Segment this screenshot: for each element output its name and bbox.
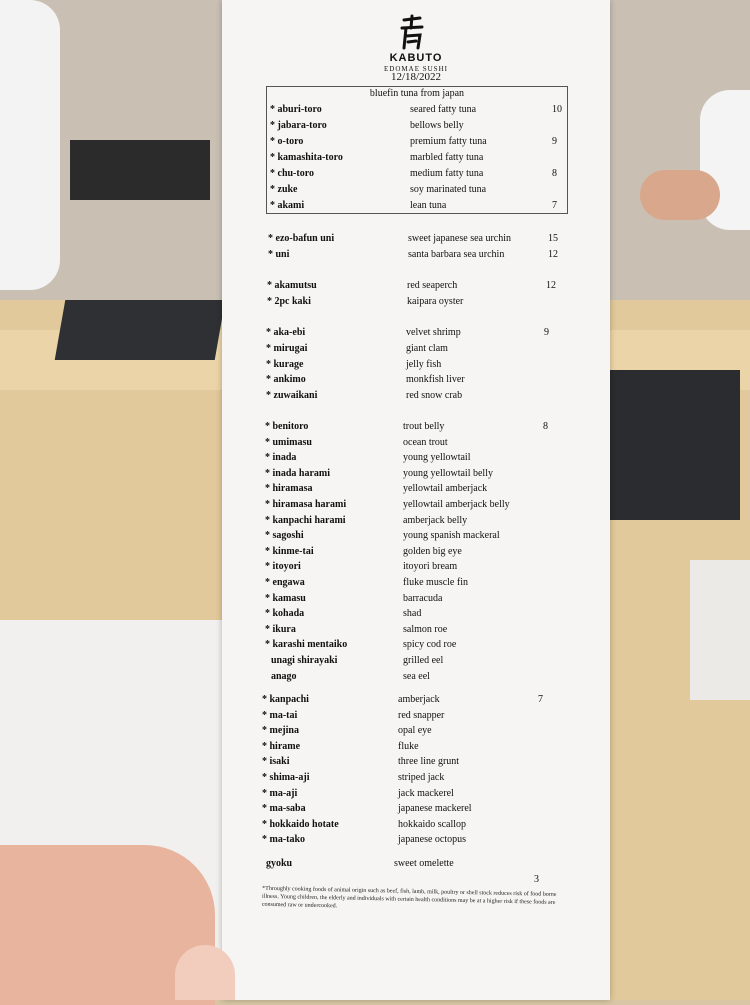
menu-item-name: * engawa xyxy=(265,577,305,588)
menu-item-description: golden big eye xyxy=(403,545,462,557)
menu-item xyxy=(222,671,610,686)
menu-item xyxy=(222,694,610,709)
menu-item-description: red seaperch xyxy=(407,280,458,291)
menu-item xyxy=(222,296,610,311)
chef-hand xyxy=(640,170,720,220)
menu-item xyxy=(222,741,610,756)
menu-item-description: monkfish liver xyxy=(406,374,465,386)
menu-date: 12/18/2022 xyxy=(390,71,442,83)
menu-item xyxy=(222,374,610,389)
background-paper-right xyxy=(690,560,750,700)
menu-item xyxy=(222,280,610,295)
menu-card xyxy=(222,0,610,1000)
menu-item-description: bellows belly xyxy=(410,120,464,131)
menu-item-name: anago xyxy=(271,670,297,682)
menu-item-name: * akami xyxy=(270,200,305,211)
menu-item-name: * benitoro xyxy=(265,421,309,432)
background-box xyxy=(70,140,210,200)
menu-item xyxy=(222,200,610,215)
menu-item xyxy=(222,834,610,849)
menu-item-name: * ankimo xyxy=(266,374,306,386)
menu-item xyxy=(222,561,610,576)
menu-item-name: * kohada xyxy=(265,608,305,620)
menu-item-description: sea eel xyxy=(403,670,430,682)
menu-item-price: 10 xyxy=(552,104,562,115)
menu-item-name: * inada xyxy=(265,452,297,464)
menu-item-name: * kanpachi harami xyxy=(265,514,346,526)
menu-item xyxy=(222,577,610,592)
menu-item-description: yellowtail amberjack xyxy=(403,483,488,495)
menu-item-name: * ma-saba xyxy=(262,803,306,815)
menu-item-description: jelly fish xyxy=(406,358,442,370)
menu-item-description: young yellowtail xyxy=(403,452,471,464)
brand-subtitle: EDOMAE SUSHI xyxy=(384,65,448,73)
menu-item-description: amberjack xyxy=(398,694,440,705)
menu-item xyxy=(222,593,610,608)
menu-item-name: * ma-aji xyxy=(262,787,298,799)
menu-item-description: seared fatty tuna xyxy=(410,104,477,115)
menu-item xyxy=(222,249,610,264)
menu-item-price: 8 xyxy=(552,168,557,179)
menu-item-description: salmon roe xyxy=(403,623,448,635)
menu-item-price: 12 xyxy=(548,249,558,260)
menu-item-name: * ma-tai xyxy=(262,709,298,721)
menu-item-name: * itoyori xyxy=(265,561,301,573)
menu-item-price: 3 xyxy=(534,874,539,885)
menu-item-description: grilled eel xyxy=(403,655,444,666)
menu-item xyxy=(222,233,610,248)
menu-item-description: medium fatty tuna xyxy=(410,168,484,179)
menu-item-description: red snow crab xyxy=(406,390,463,402)
menu-item-name: * sagoshi xyxy=(265,530,304,542)
menu-item xyxy=(222,608,610,623)
menu-item xyxy=(222,168,610,183)
menu-item-name: * hiramasa harami xyxy=(265,499,347,510)
menu-item-description: red snapper xyxy=(398,709,445,721)
menu-item-name: * ezo-bafun uni xyxy=(268,233,335,244)
menu-item-description: fluke xyxy=(398,740,419,752)
menu-item xyxy=(222,499,610,514)
menu-item xyxy=(222,390,610,405)
menu-item-description: amberjack belly xyxy=(403,514,468,526)
menu-item xyxy=(222,468,610,483)
menu-item-description: yellowtail amberjack belly xyxy=(403,499,510,510)
menu-item-price: 7 xyxy=(552,200,557,211)
menu-item-description: marbled fatty tuna xyxy=(410,152,484,163)
menu-item xyxy=(222,788,610,803)
menu-item xyxy=(222,819,610,834)
menu-item xyxy=(222,152,610,167)
menu-item-name: * zuwaikani xyxy=(266,390,318,402)
menu-item xyxy=(222,624,610,639)
menu-item xyxy=(222,136,610,151)
menu-item-name: * kamashita-toro xyxy=(270,152,343,163)
menu-item-name: * kamasu xyxy=(265,592,306,604)
menu-item xyxy=(222,327,610,342)
menu-item-description: striped jack xyxy=(398,772,445,783)
menu-item-name: unagi shirayaki xyxy=(271,655,338,666)
menu-item-description: santa barbara sea urchin xyxy=(408,249,505,260)
menu-item-description: velvet shrimp xyxy=(406,327,461,338)
menu-item-description: japanese octopus xyxy=(398,834,467,846)
menu-item-name: * hokkaido hotate xyxy=(262,818,339,830)
background-mat-right xyxy=(610,370,740,520)
menu-item-name: * kinme-tai xyxy=(265,545,314,557)
menu-item xyxy=(222,772,610,787)
menu-item-name: * 2pc kaki xyxy=(267,296,311,307)
menu-item-description: opal eye xyxy=(398,725,432,737)
chef-sleeve-left xyxy=(0,0,60,290)
menu-item-description: trout belly xyxy=(403,421,445,432)
menu-item-name: * ma-tako xyxy=(262,834,306,846)
health-footnote: *Throughly cooking foods of animal origin such as beef, fish, lamb, milk, poultry or shell stock reduces risk of food borne illness. Young children, the elderly and individuals with certain health conditions may be at a higher risk if these foods are consumed raw or undercooked. xyxy=(261,885,557,910)
menu-item xyxy=(222,421,610,436)
menu-item-description: kaipara oyster xyxy=(407,296,464,307)
menu-item-price: 9 xyxy=(552,136,557,147)
menu-item xyxy=(222,437,610,452)
menu-item xyxy=(222,725,610,740)
menu-item xyxy=(222,120,610,135)
kabuto-logo-icon xyxy=(382,14,442,54)
menu-item-description: lean tuna xyxy=(410,200,447,211)
menu-item-name: * mirugai xyxy=(266,342,308,354)
menu-item-name: * zuke xyxy=(270,184,298,195)
menu-item xyxy=(222,639,610,654)
menu-item-name: * o-toro xyxy=(270,136,304,147)
menu-item xyxy=(222,104,610,119)
menu-item-name: * chu-toro xyxy=(270,168,314,179)
menu-item-name: * umimasu xyxy=(265,436,312,448)
menu-item-name: * aka-ebi xyxy=(266,327,306,338)
menu-item-name: * mejina xyxy=(262,725,299,737)
menu-item xyxy=(222,546,610,561)
menu-item xyxy=(222,756,610,771)
menu-item xyxy=(222,343,610,358)
menu-item-description: young yellowtail belly xyxy=(403,467,493,479)
menu-item-description: sweet japanese sea urchin xyxy=(408,233,512,244)
menu-item-description: giant clam xyxy=(406,342,448,354)
brand-name: KABUTO xyxy=(389,52,443,64)
menu-item-name: * aburi-toro xyxy=(270,104,322,115)
menu-item xyxy=(222,452,610,467)
menu-item-description: three line grunt xyxy=(398,756,460,768)
menu-item-price: 7 xyxy=(538,694,543,705)
menu-item-description: young spanish mackeral xyxy=(403,530,500,542)
menu-item xyxy=(222,515,610,530)
menu-item-description: jack mackerel xyxy=(398,787,454,799)
menu-item-description: fluke muscle fin xyxy=(403,577,468,588)
menu-item-name: * uni xyxy=(268,249,290,260)
menu-item-description: itoyori bream xyxy=(403,561,458,573)
menu-item-price: 12 xyxy=(546,280,556,291)
menu-item-name: * jabara-toro xyxy=(270,120,327,131)
menu-item-description: hokkaido scallop xyxy=(398,818,467,830)
background-mat-left xyxy=(55,300,226,360)
menu-item-name: gyoku xyxy=(266,858,293,869)
menu-item-name: * hiramasa xyxy=(265,483,313,495)
tuna-section-title: bluefin tuna from japan xyxy=(369,88,465,99)
menu-item xyxy=(222,655,610,670)
menu-item-name: * karashi mentaiko xyxy=(265,639,348,651)
menu-item-name: * kurage xyxy=(266,358,304,370)
menu-item xyxy=(222,803,610,818)
menu-item-description: ocean trout xyxy=(403,436,448,448)
menu-item-gyoku xyxy=(222,858,610,885)
menu-item-price: 15 xyxy=(548,233,558,244)
menu-item-description: barracuda xyxy=(403,592,443,604)
menu-item xyxy=(222,184,610,199)
menu-item-description: spicy cod roe xyxy=(403,639,457,651)
thumbnail xyxy=(175,945,235,1000)
menu-item-name: * kanpachi xyxy=(262,694,309,705)
menu-item-description: japanese mackerel xyxy=(398,803,472,815)
menu-item-price: 8 xyxy=(543,421,548,432)
menu-item-description: sweet omelette xyxy=(394,858,454,869)
menu-item-name: * ikura xyxy=(265,623,296,635)
menu-item xyxy=(222,530,610,545)
menu-item xyxy=(222,359,610,374)
menu-item-description: premium fatty tuna xyxy=(410,136,487,147)
menu-item xyxy=(222,710,610,725)
menu-item-name: * hirame xyxy=(262,740,301,752)
menu-item-name: * akamutsu xyxy=(267,280,317,291)
menu-item-price: 9 xyxy=(544,327,549,338)
menu-item-description: shad xyxy=(403,608,422,620)
menu-item-description: soy marinated tuna xyxy=(410,184,487,195)
menu-item-name: * inada harami xyxy=(265,467,331,479)
menu-item-name: * isaki xyxy=(262,756,290,768)
menu-item xyxy=(222,483,610,498)
menu-item-name: * shima-aji xyxy=(262,772,310,783)
